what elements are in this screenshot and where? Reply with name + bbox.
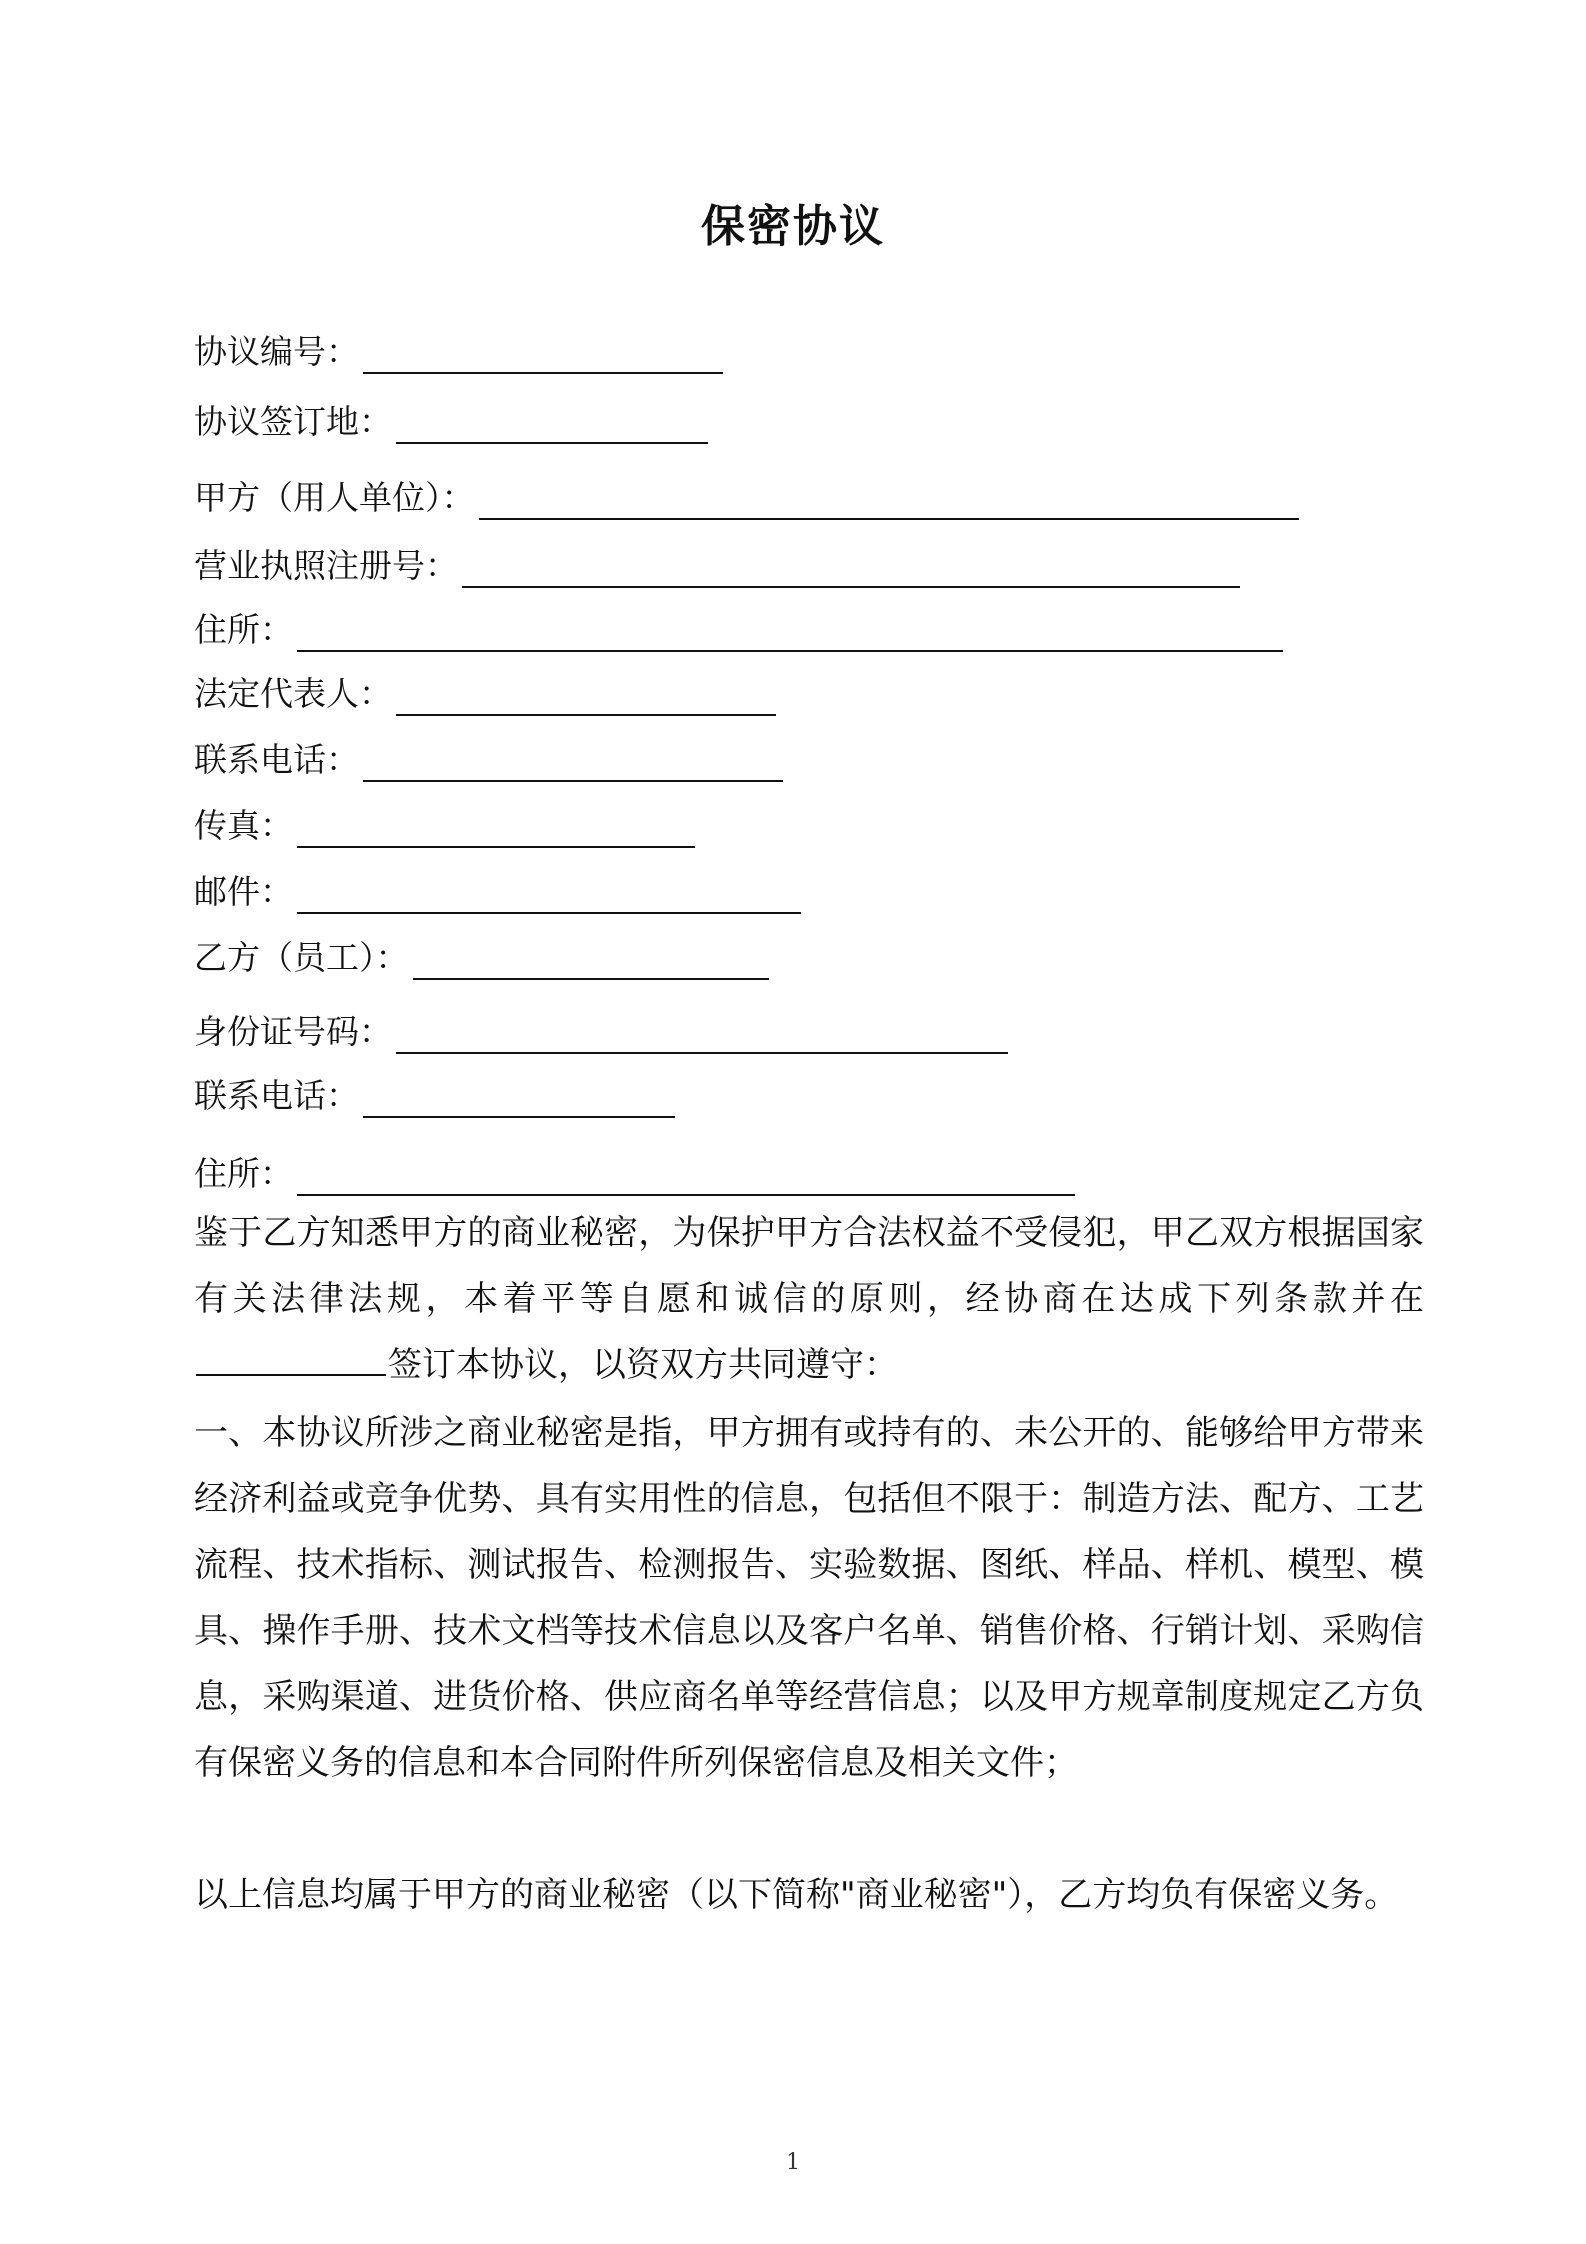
agreement-number-blank bbox=[363, 336, 723, 374]
legal-representative-label: 法定代表人： bbox=[194, 674, 392, 713]
fax-field bbox=[194, 796, 695, 848]
party-b-field bbox=[194, 928, 769, 980]
license-number-blank bbox=[462, 550, 1240, 588]
party-b-phone-blank bbox=[363, 1080, 675, 1118]
party-a-address-blank bbox=[297, 614, 1283, 652]
clause-1-paragraph: 一、本协议所涉之商业秘密是指，甲方拥有或持有的、未公开的、能够给甲方带来经济利益或竞争优势、具有实用性的信息，包括但不限于：制造方法、配方、工艺流程、技术指标、测试报告、检测报告、实验数据、图纸、样品、样机、模型、模具、操作手册、技术文档等技术信息以及客户名单、销售价格、行销计划、采购信息，采购渠道、进货价格、供应商名单等经营信息；以及甲方规章制度规定乙方负有保密义务的信息和本合同附件所列保密信息及相关文件； bbox=[194, 1413, 1424, 1783]
id-number-blank bbox=[396, 1016, 1008, 1054]
party-b-label: 乙方（员工）： bbox=[194, 938, 409, 977]
preamble-text-before: 鉴于乙方知悉甲方的商业秘密，为保护甲方合法权益不受侵犯，甲乙双方根据国家有关法律法规，本着平等自愿和诚信的原则，经协商在达成下列条款并在 bbox=[194, 1213, 1424, 1319]
sign-place-label: 协议签订地： bbox=[194, 402, 392, 441]
party-a-field bbox=[194, 468, 1299, 520]
sign-place-blank bbox=[396, 406, 708, 444]
clause-2-paragraph: 以上信息均属于甲方的商业秘密（以下简称"商业秘密"），乙方均负有保密义务。 bbox=[194, 1875, 1399, 1915]
legal-representative-blank bbox=[396, 678, 776, 716]
party-b-phone-field bbox=[194, 1066, 675, 1118]
party-a-phone-label: 联系电话： bbox=[194, 740, 359, 779]
party-b-address-label: 住所： bbox=[194, 1154, 293, 1193]
party-b-phone-label: 联系电话： bbox=[194, 1076, 359, 1115]
sign-place-field bbox=[194, 392, 708, 444]
fax-blank bbox=[297, 810, 695, 848]
email-blank bbox=[297, 876, 801, 914]
party-b-address-blank bbox=[297, 1158, 1075, 1196]
party-b-blank bbox=[413, 942, 769, 980]
fax-label: 传真： bbox=[194, 806, 293, 845]
preamble-paragraph bbox=[194, 1200, 1424, 1398]
email-field bbox=[194, 862, 801, 914]
email-label: 邮件： bbox=[194, 872, 293, 911]
sign-date-blank bbox=[196, 1344, 386, 1376]
license-number-label: 营业执照注册号： bbox=[194, 546, 458, 585]
id-number-field bbox=[194, 1002, 1008, 1054]
agreement-number-label: 协议编号： bbox=[194, 332, 359, 371]
license-number-field bbox=[194, 536, 1240, 588]
party-a-blank bbox=[479, 482, 1299, 520]
legal-representative-field bbox=[194, 664, 776, 716]
party-b-address-field bbox=[194, 1144, 1075, 1196]
document-title: 保密协议 bbox=[701, 201, 885, 252]
party-a-phone-blank bbox=[363, 744, 783, 782]
page-number: 1 bbox=[786, 2150, 800, 2175]
party-a-address-field bbox=[194, 600, 1283, 652]
party-a-address-label: 住所： bbox=[194, 610, 293, 649]
id-number-label: 身份证号码： bbox=[194, 1012, 392, 1051]
party-a-label: 甲方（用人单位）： bbox=[194, 478, 475, 517]
preamble-text-after: 签订本协议，以资双方共同遵守： bbox=[388, 1345, 898, 1385]
party-a-phone-field bbox=[194, 730, 783, 782]
agreement-number-field bbox=[194, 322, 723, 374]
